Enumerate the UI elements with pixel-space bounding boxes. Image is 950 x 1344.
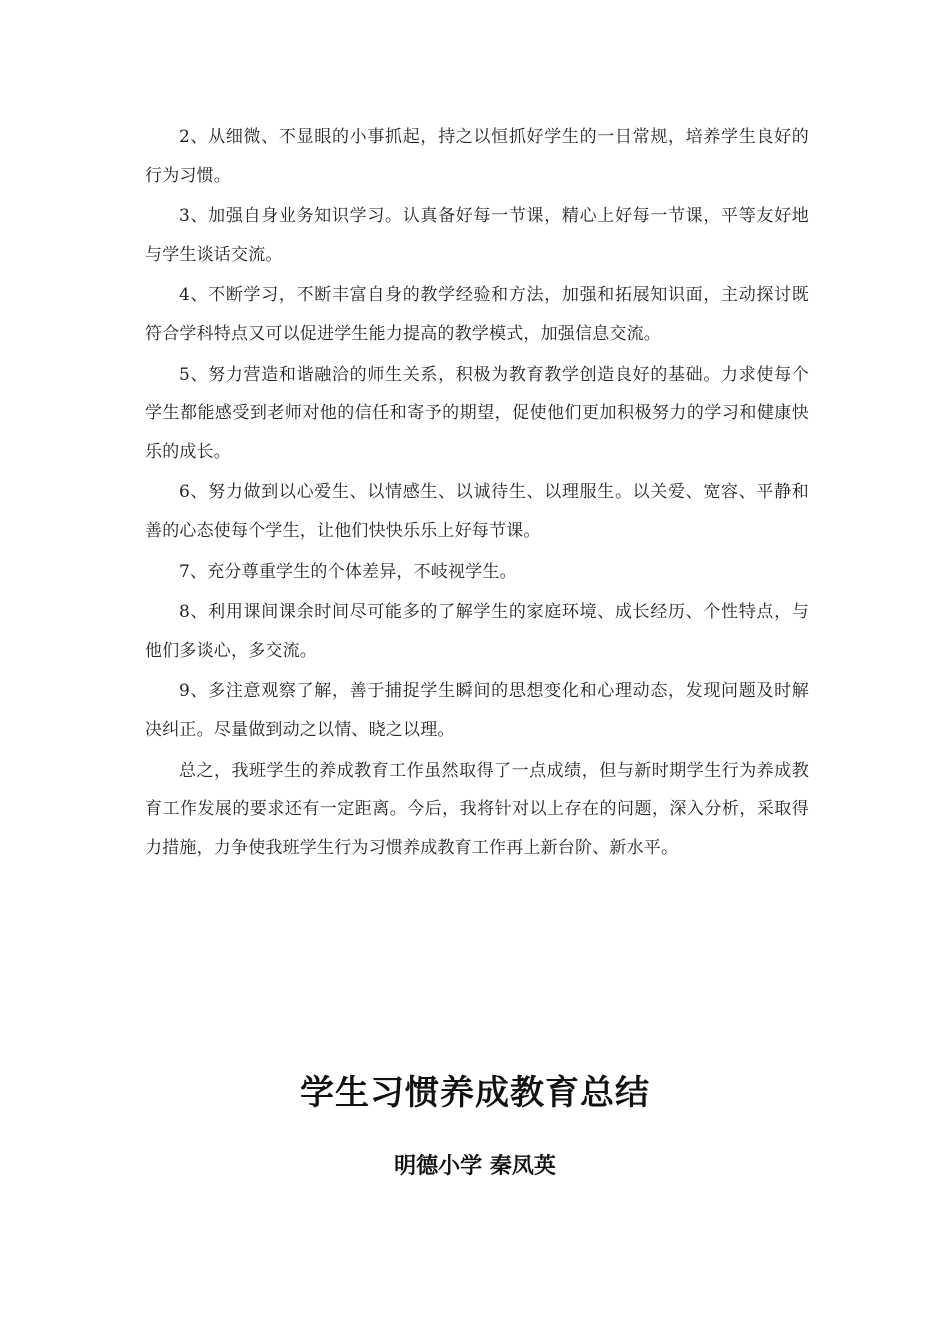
document-title: 学生习惯养成教育总结 bbox=[300, 1073, 650, 1113]
paragraph-item-9: 9、多注意观察了解，善于捕捉学生瞬间的思想变化和心理动态，发现问题及时解决纠正。尽量做到动之以情、晓之以理。 bbox=[145, 681, 809, 740]
document-author: 明德小学 秦凤英 bbox=[394, 1154, 556, 1179]
paragraph-item-8: 8、利用课间课余时间尽可能多的了解学生的家庭环境、成长经历、个性特点，与他们多谈心，多交流。 bbox=[145, 602, 809, 661]
paragraph-item-2: 2、从细微、不显眼的小事抓起，持之以恒抓好学生的一日常规，培养学生良好的行为习惯。 bbox=[145, 127, 809, 186]
paragraph-item-7: 7、充分尊重学生的个体差异，不岐视学生。 bbox=[179, 561, 517, 582]
paragraph-item-4: 4、不断学习，不断丰富自身的教学经验和方法，加强和拓展知识面，主动探讨既符合学科特点又可以促进学生能力提高的教学模式，加强信息交流。 bbox=[145, 285, 809, 344]
paragraph-item-3: 3、加强自身业务知识学习。认真备好每一节课，精心上好每一节课，平等友好地与学生谈话交流。 bbox=[145, 206, 809, 265]
paragraph-item-5: 5、努力营造和谐融洽的师生关系，积极为教育教学创造良好的基础。力求使每个学生都能感受到老师对他的信任和寄予的期望，促使他们更加积极努力的学习和健康快乐的成长。 bbox=[145, 364, 809, 462]
paragraph-summary: 总之，我班学生的养成教育工作虽然取得了一点成绩，但与新时期学生行为养成教育工作发展的要求还有一定距离。今后，我将针对以上存在的问题，深入分析，采取得力措施，力争使我班学生行为习惯养成教育工作再上新台阶、新水平。 bbox=[145, 760, 809, 858]
document-body bbox=[145, 118, 809, 869]
paragraph-item-6: 6、努力做到以心爱生、以情感生、以诚待生、以理服生。以关爱、宽容、平静和善的心态使每个学生，让他们快快乐乐上好每节课。 bbox=[145, 482, 809, 541]
